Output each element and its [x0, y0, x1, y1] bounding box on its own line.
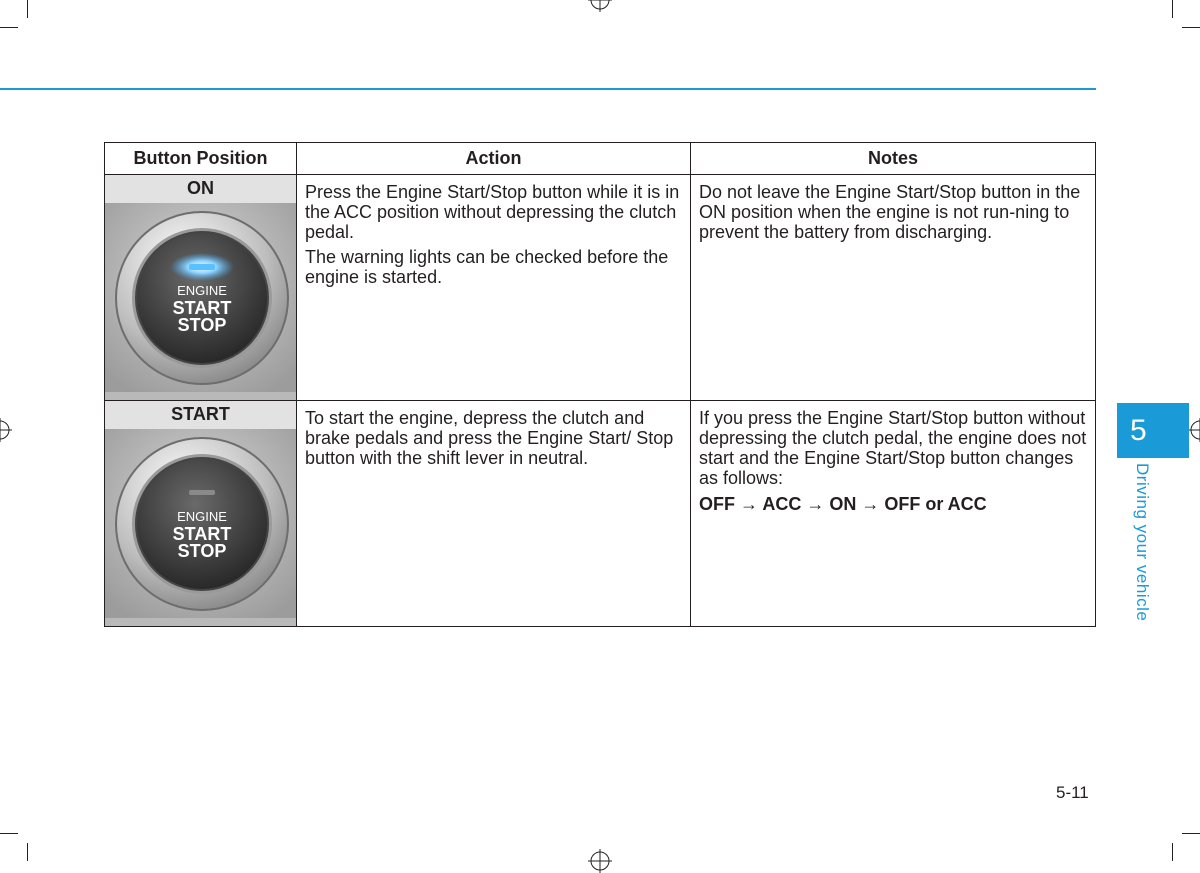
action-text: The warning lights can be checked before the engine is started. — [305, 247, 669, 287]
table-row — [105, 175, 1096, 401]
action-text: Press the Engine Start/Stop button while it is in the ACC position without depressing the clutch pedal. — [305, 182, 680, 242]
button-text-start: START — [172, 524, 232, 544]
engine-start-stop-button-icon — [105, 203, 296, 392]
button-text-engine: ENGINE — [177, 283, 227, 298]
notes-text: If you press the Engine Start/Stop button without depressing the clutch pedal, the engine does not start and the Engine Start/Stop button changes as follows: — [699, 408, 1087, 488]
action-text: To start the engine, depress the clutch and brake pedals and press the Engine Start/ Stop button with the shift lever in neutral. — [305, 408, 674, 468]
button-text-engine: ENGINE — [177, 509, 227, 524]
action-cell — [297, 175, 691, 401]
table-row — [105, 401, 1096, 627]
chapter-tab: 5 — [1117, 403, 1189, 458]
notes-text: Do not leave the Engine Start/Stop button in the ON position when the engine is not run-ning to prevent the battery from discharging. — [699, 182, 1081, 242]
button-text-start: START — [172, 298, 232, 318]
table-header-row — [105, 143, 1096, 175]
registration-mark-icon — [1188, 418, 1200, 442]
page-number: 5-11 — [1056, 783, 1089, 802]
column-header-position: Button Position — [105, 143, 297, 175]
action-cell — [297, 401, 691, 627]
button-text-stop: STOP — [177, 315, 227, 335]
chapter-title: Driving your vehicle — [1133, 463, 1152, 622]
crop-mark — [0, 27, 18, 28]
engine-start-stop-button-icon — [105, 429, 296, 618]
header-rule — [0, 88, 1096, 90]
button-position-table — [104, 142, 1096, 627]
crop-mark — [27, 843, 28, 861]
registration-mark-icon — [0, 418, 12, 442]
crop-mark — [1172, 0, 1173, 18]
crop-mark — [1182, 27, 1200, 28]
notes-cell — [691, 401, 1096, 627]
column-header-action: Action — [297, 143, 691, 175]
registration-mark-icon — [588, 0, 612, 12]
notes-cell — [691, 175, 1096, 401]
crop-mark — [1172, 843, 1173, 861]
registration-mark-icon — [588, 849, 612, 873]
state-sequence: OFF → ACC → ON → OFF or ACC — [699, 494, 987, 514]
crop-mark — [27, 0, 28, 18]
column-header-notes: Notes — [691, 143, 1096, 175]
position-label: ON — [105, 175, 296, 203]
crop-mark — [1182, 833, 1200, 834]
button-text-stop: STOP — [177, 541, 227, 561]
position-cell — [105, 175, 297, 401]
position-label: START — [105, 401, 296, 429]
crop-mark — [0, 833, 18, 834]
position-cell — [105, 401, 297, 627]
